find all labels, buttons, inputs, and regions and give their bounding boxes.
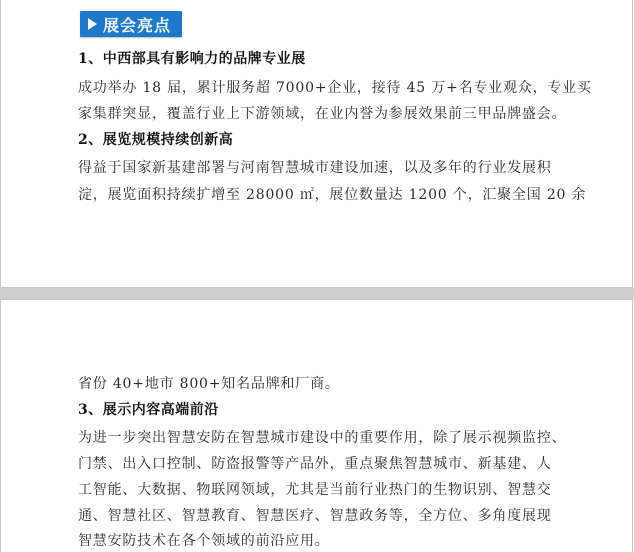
paragraph-2-line-3: 省份 40+地市 800+知名品牌和厂商。 [78,376,340,392]
paragraph-3-line-2: 门禁、出入口控制、防盗报警等产品外，重点聚焦智慧城市、新基建、人 [78,456,552,472]
document-page-2 [0,299,633,552]
paragraph-3-line-3: 工智能、大数据、物联网领域，尤其是当前行业热门的生物识别、智慧交 [78,482,552,498]
paragraph-2-line-2: 淀，展览面积持续扩增至 28000 ㎡，展位数量达 1200 个，汇聚全国 20 余 [78,187,587,203]
paragraph-3-line-5: 智慧安防技术在各个领域的前沿应用。 [78,533,330,549]
paragraph-1-line-2: 家集群突显，覆盖行业上下游领域，在业内誉为参展效果前三甲品牌盛会。 [78,106,567,122]
heading-2: 2、展览规模持续创新高 [78,132,234,148]
paragraph-1-line-1: 成功举办 18 届，累计服务超 7000+企业，接待 45 万+名专业观众，专业买 [78,80,592,96]
triangle-right-icon [88,18,97,30]
heading-1: 1、中西部具有影响力的品牌专业展 [78,51,306,67]
section-tag-label: 展会亮点 [103,15,172,35]
paragraph-3-line-4: 通、智慧社区、智慧教育、智慧医疗、智慧政务等，全方位、多角度展现 [78,508,552,524]
section-tag [80,11,182,37]
paragraph-3-line-1: 为进一步突出智慧安防在智慧城市建设中的重要作用，除了展示视频监控、 [78,430,567,446]
heading-3: 3、展示内容高端前沿 [78,402,219,418]
paragraph-2-line-1: 得益于国家新基建部署与河南智慧城市建设加速，以及多年的行业发展积 [78,160,552,176]
page-separator [0,288,634,299]
